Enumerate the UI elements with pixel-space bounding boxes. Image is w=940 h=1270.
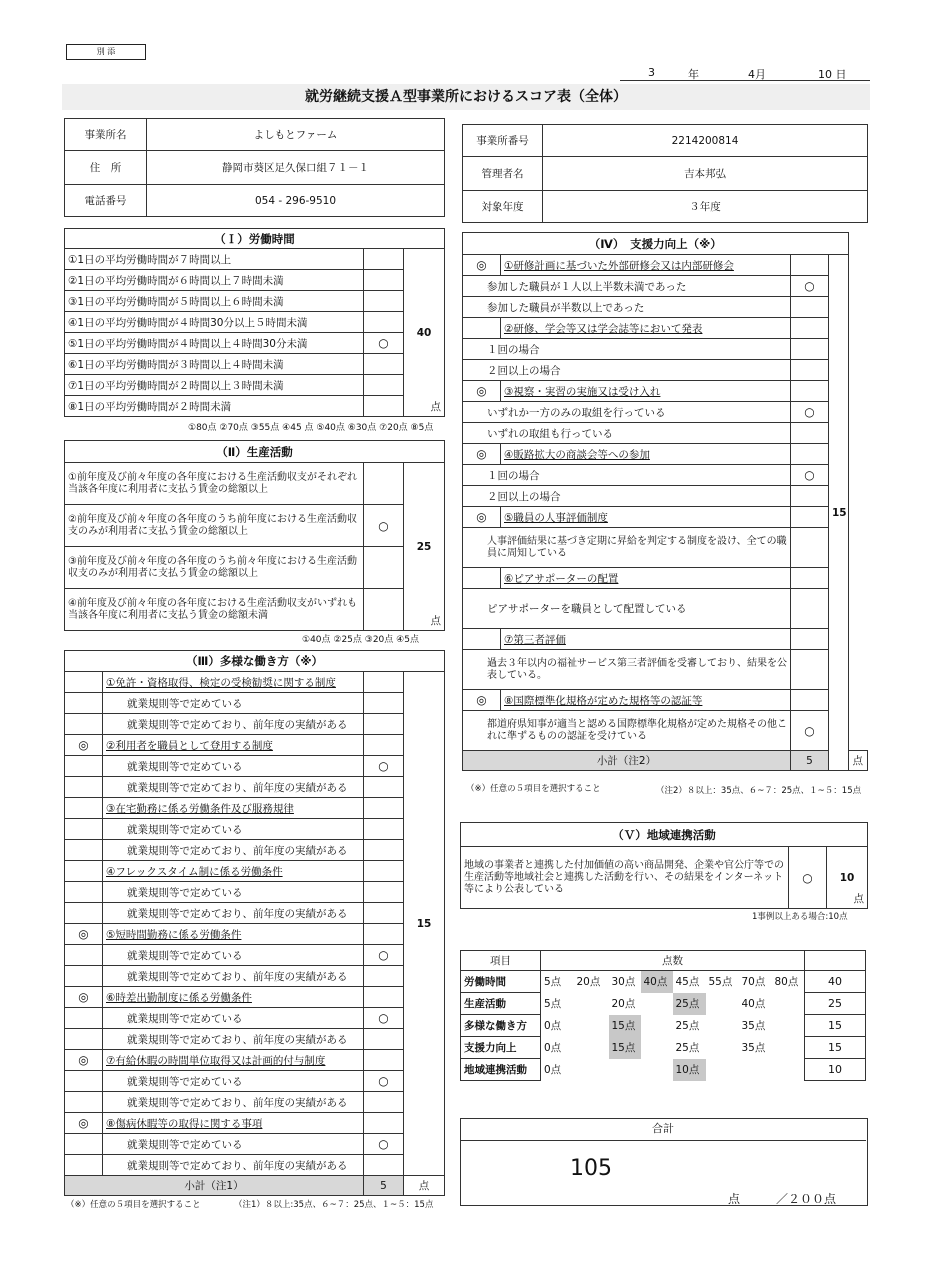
section3-check-6a[interactable]: ○ — [364, 1008, 404, 1029]
section3-item-2-opt-a: 就業規則等で定めている — [103, 756, 364, 777]
section3-subtotal: 5 — [364, 1176, 404, 1196]
summary-cell-2-1: 5点 — [544, 998, 562, 1010]
facility-number: 2214200814 — [543, 125, 868, 157]
summary-cell-4-1: 0点 — [544, 1042, 562, 1054]
section5-score-cell — [827, 847, 868, 909]
section3-item-4-opt-a: 就業規則等で定めている — [103, 882, 364, 903]
target-year-label: 対象年度 — [463, 191, 543, 223]
section4-item-2-opt-a: １回の場合 — [463, 339, 791, 360]
section3-item-2-opt-b: 就業規則等で定めており、前年度の実績がある — [103, 777, 364, 798]
section5-check[interactable]: ○ — [789, 847, 827, 909]
section4-item-2-label: ②研修、学会等又は学会誌等において発表 — [501, 318, 791, 339]
section3-item-7-opt-b: 就業規則等で定めており、前年度の実績がある — [103, 1092, 364, 1113]
section4-check-4b[interactable] — [791, 486, 829, 507]
summary-cell-1-1: 5点 — [544, 976, 562, 989]
section4-score: 15 — [829, 255, 849, 771]
summary-cell-2-6 — [706, 993, 739, 1015]
section4-item-3-opt-b: いずれの取組も行っている — [463, 423, 791, 444]
section3-item-2-label: ②利用者を職員として登用する制度 — [103, 735, 364, 756]
summary-cell-4-6 — [706, 1037, 739, 1059]
section3-check-4a[interactable] — [364, 882, 404, 903]
info-right-table — [462, 124, 868, 223]
section5-score: 10 — [839, 871, 855, 884]
section1-table — [64, 228, 445, 417]
date-month: 4月 — [748, 68, 766, 81]
section1-score-cell — [404, 249, 445, 417]
date-year-label: 年 — [688, 68, 699, 81]
section5-note: 1事例以上ある場合:10点 — [752, 912, 848, 922]
section3-item-6-label: ⑥時差出勤制度に係る労働条件 — [103, 987, 364, 1008]
section3-check-4b[interactable] — [364, 903, 404, 924]
section4-check-4a[interactable]: ○ — [791, 465, 829, 486]
section3-item-3-opt-a: 就業規則等で定めている — [103, 819, 364, 840]
summary-cell-2-8 — [772, 993, 805, 1015]
section4-select-1[interactable]: ◎ — [463, 255, 501, 276]
section1-unit: 点 — [430, 401, 441, 413]
target-year: ３年度 — [543, 191, 868, 223]
section3-score: 15 — [404, 672, 445, 1176]
section3-item-5-label: ⑤短時間勤務に係る労働条件 — [103, 924, 364, 945]
summary-label-1: 労働時間 — [461, 971, 541, 993]
section3-item-1-opt-b: 就業規則等で定めており、前年度の実績がある — [103, 714, 364, 735]
section4-item-8-opt-a: 都道府県知事が適当と認める国際標準化規格が定めた規格その他これに準ずるものの認証を受けている — [463, 711, 791, 751]
section3-check-7a[interactable]: ○ — [364, 1071, 404, 1092]
address-label: 住 所 — [65, 151, 147, 185]
section4-item-7-opt-a: 過去３年以内の福祉サービス第三者評価を受審しており、結果を公表している。 — [463, 650, 791, 690]
section2-score-cell — [404, 463, 445, 631]
section4-check-8a[interactable]: ○ — [791, 711, 829, 751]
section2-check-4[interactable] — [364, 589, 404, 631]
summary-row-4 — [461, 1037, 866, 1059]
section1-check-7[interactable] — [364, 375, 404, 396]
summary-cell-3-4 — [641, 1015, 673, 1037]
date-day: 10 日 — [818, 68, 847, 81]
total-max: ／２００点 — [776, 1192, 837, 1206]
phone-label: 電話番号 — [65, 185, 147, 217]
section4-item-1-label: ①研修計画に基づいた外部研修会又は内部研修会 — [501, 255, 791, 276]
section1-legend: ①80点 ②70点 ③55点 ④45 点 ⑤40点 ⑥30点 ⑦20点 ⑧5点 — [188, 423, 434, 433]
summary-cell-5-4 — [641, 1059, 673, 1081]
section1-item-1: ①1日の平均労働時間が７時間以上 — [65, 249, 364, 270]
summary-cell-4-8 — [772, 1037, 805, 1059]
section4-item-4-opt-b: ２回以上の場合 — [463, 486, 791, 507]
section1-item-7: ⑦1日の平均労働時間が２時間以上３時間未満 — [65, 375, 364, 396]
section4-check-1a[interactable]: ○ — [791, 276, 829, 297]
section3-item-6-opt-a: 就業規則等で定めている — [103, 1008, 364, 1029]
section3-check-3a[interactable] — [364, 819, 404, 840]
address: 静岡市葵区足久保口組７１－１ — [147, 151, 445, 185]
summary-row-1 — [461, 971, 866, 993]
summary-cell-2-3: 20点 — [611, 998, 636, 1010]
section4-item-1-opt-a: 参加した職員が１人以上半数未満であった — [463, 276, 791, 297]
summary-total-2: 25 — [805, 993, 866, 1015]
section2-item-2: ②前年度及び前々年度の各年度のうち前年度における生産活動収支のみが利用者に支払う賃金の総額以上 — [65, 505, 364, 547]
section4-item-2-opt-b: ２回以上の場合 — [463, 360, 791, 381]
section3-unit: 点 — [404, 1176, 445, 1196]
section3-check-8a[interactable]: ○ — [364, 1134, 404, 1155]
section3-select-7[interactable]: ◎ — [65, 1050, 103, 1071]
section3-item-8-label: ⑧傷病休暇等の取得に関する事項 — [103, 1113, 364, 1134]
total-unit: 点 — [728, 1192, 741, 1206]
section1-title: （Ｉ）労働時間 — [65, 229, 445, 249]
section5-table — [460, 822, 868, 909]
section4-select-2[interactable] — [463, 318, 501, 339]
summary-cell-2-4 — [641, 993, 673, 1015]
section4-check-3a[interactable]: ○ — [791, 402, 829, 423]
section3-check-5a[interactable]: ○ — [364, 945, 404, 966]
section3-select-1[interactable] — [65, 672, 103, 693]
summary-cell-3-2 — [574, 1015, 609, 1037]
section4-title: （Ⅳ） 支援力向上（※） — [463, 233, 849, 255]
summary-header-points: 点数 — [541, 951, 805, 971]
summary-cell-1-6: 55点 — [708, 976, 733, 989]
summary-cell-1-2: 20点 — [576, 976, 601, 989]
summary-label-5: 地域連携活動 — [461, 1059, 541, 1081]
facility-name-label: 事業所名 — [65, 119, 147, 151]
summary-cell-5-7 — [739, 1059, 772, 1081]
summary-row-3 — [461, 1015, 866, 1037]
section4-item-4-label: ④販路拡大の商談会等への参加 — [501, 444, 791, 465]
section3-select-3[interactable] — [65, 798, 103, 819]
summary-cell-5-5: 10点 — [673, 1059, 706, 1081]
section4-item-3-label: ③視察・実習の実施又は受け入れ — [501, 381, 791, 402]
section4-item-6-label: ⑥ピアサポーターの配置 — [501, 568, 791, 589]
section3-note-right: （注1）８以上:35点、６~７：25点、１~５：15点 — [234, 1200, 434, 1210]
section4-note-left: （※）任意の５項目を選択すること — [466, 784, 601, 794]
summary-cell-1-4: 40点 — [641, 971, 673, 993]
section1-check-4[interactable] — [364, 312, 404, 333]
section4-check-1b[interactable] — [791, 297, 829, 318]
phone: 054 - 296-9510 — [147, 185, 445, 217]
section1-check-6[interactable] — [364, 354, 404, 375]
section4-unit: 点 — [848, 751, 868, 771]
summary-total-1: 40 — [805, 971, 866, 993]
section3-select-8[interactable]: ◎ — [65, 1113, 103, 1134]
section3-item-5-opt-b: 就業規則等で定めており、前年度の実績がある — [103, 966, 364, 987]
total-value: 105 — [570, 1156, 612, 1181]
section1-item-6: ⑥1日の平均労働時間が３時間以上４時間未満 — [65, 354, 364, 375]
page-title: 就労継続支援Ａ型事業所におけるスコア表（全体） — [305, 89, 627, 105]
attachment-label: 別 添 — [66, 44, 146, 60]
section4-subtotal-label: 小計（注2） — [463, 751, 791, 771]
section3-item-4-label: ④フレックスタイム制に係る労働条件 — [103, 861, 364, 882]
summary-cell-1-7: 70点 — [741, 976, 766, 989]
summary-cell-3-1: 0点 — [544, 1020, 562, 1032]
section4-check-3b[interactable] — [791, 423, 829, 444]
section5-title: （Ｖ）地域連携活動 — [461, 823, 868, 847]
section3-table — [64, 650, 445, 1196]
section1-item-3: ③1日の平均労働時間が５時間以上６時間未満 — [65, 291, 364, 312]
section4-note-right: （注2）８以上：35点、６~７：25点、１~５：15点 — [656, 786, 862, 796]
summary-cell-1-8: 80点 — [774, 976, 799, 989]
section4-table — [462, 232, 868, 771]
summary-label-2: 生産活動 — [461, 993, 541, 1015]
summary-cell-5-1: 0点 — [544, 1064, 562, 1076]
summary-total-4: 15 — [805, 1037, 866, 1059]
section4-item-5-opt-a: 人事評価結果に基づき定期に昇給を判定する制度を設け、全ての職員に周知している — [463, 528, 791, 568]
section3-item-7-opt-a: 就業規則等で定めている — [103, 1071, 364, 1092]
summary-table — [460, 950, 866, 1081]
summary-cell-1-3: 30点 — [611, 976, 636, 989]
section3-select-2[interactable]: ◎ — [65, 735, 103, 756]
section2-legend: ①40点 ②25点 ③20点 ④5点 — [302, 635, 419, 645]
section3-note-left: （※）任意の５項目を選択すること — [66, 1200, 201, 1210]
section4-subtotal: 5 — [791, 751, 829, 771]
summary-total-5: 10 — [805, 1059, 866, 1081]
summary-cell-3-6 — [706, 1015, 739, 1037]
section3-subtotal-label: 小計（注1） — [65, 1176, 364, 1196]
section4-item-6-opt-a: ピアサポーターを職員として配置している — [463, 589, 791, 629]
summary-cell-3-5: 25点 — [675, 1020, 700, 1032]
manager-name: 吉本邦弘 — [543, 157, 868, 191]
section2-check-3[interactable] — [364, 547, 404, 589]
section4-item-3-opt-a: いずれか一方のみの取組を行っている — [463, 402, 791, 423]
section4-item-5-label: ⑤職員の人事評価制度 — [501, 507, 791, 528]
section1-item-4: ④1日の平均労働時間が４時間30分以上５時間未満 — [65, 312, 364, 333]
summary-header-item: 項目 — [461, 951, 541, 971]
section1-check-8[interactable] — [364, 396, 404, 417]
section4-item-7-label: ⑦第三者評価 — [501, 629, 791, 650]
section2-check-2[interactable]: ○ — [364, 505, 404, 547]
summary-cell-4-2 — [574, 1037, 609, 1059]
section2-item-3: ③前年度及び前々年度の各年度のうち前々年度における生産活動収支のみが利用者に支払う賃金の総額以上 — [65, 547, 364, 589]
summary-total-3: 15 — [805, 1015, 866, 1037]
section3-check-2b[interactable] — [364, 777, 404, 798]
section3-item-3-opt-b: 就業規則等で定めており、前年度の実績がある — [103, 840, 364, 861]
section4-select-3[interactable]: ◎ — [463, 381, 501, 402]
section1-item-5: ⑤1日の平均労働時間が４時間以上４時間30分未満 — [65, 333, 364, 354]
section2-title: （Ⅱ）生産活動 — [65, 441, 445, 463]
summary-row-5 — [461, 1059, 866, 1081]
section2-item-4: ④前年度及び前々年度の各年度における生産活動収支がいずれも当該各年度に利用者に支払う賃金の総額未満 — [65, 589, 364, 631]
section4-select-7[interactable] — [463, 629, 501, 650]
section3-item-7-label: ⑦有給休暇の時間単位取得又は計画的付与制度 — [103, 1050, 364, 1071]
section3-check-6b[interactable] — [364, 1029, 404, 1050]
section3-check-5b[interactable] — [364, 966, 404, 987]
summary-cell-5-6 — [706, 1059, 739, 1081]
summary-cell-2-2 — [574, 993, 609, 1015]
summary-label-4: 支援力向上 — [461, 1037, 541, 1059]
section3-check-8b[interactable] — [364, 1155, 404, 1176]
section3-select-6[interactable]: ◎ — [65, 987, 103, 1008]
facility-name: よしもとファーム — [147, 119, 445, 151]
section4-item-4-opt-a: １回の場合 — [463, 465, 791, 486]
section4-item-8-label: ⑧国際標準化規格が定めた規格等の認証等 — [501, 690, 791, 711]
section1-item-8: ⑧1日の平均労働時間が２時間未満 — [65, 396, 364, 417]
section3-item-8-opt-a: 就業規則等で定めている — [103, 1134, 364, 1155]
section1-score: 40 — [416, 326, 432, 339]
date-year: 3 — [648, 66, 655, 79]
section2-check-1[interactable] — [364, 463, 404, 505]
section3-item-3-label: ③在宅勤務に係る労働条件及び服務規律 — [103, 798, 364, 819]
summary-cell-3-3: 15点 — [609, 1015, 641, 1037]
section3-check-2a[interactable]: ○ — [364, 756, 404, 777]
section1-item-2: ②1日の平均労働時間が６時間以上７時間未満 — [65, 270, 364, 291]
section3-select-4[interactable] — [65, 861, 103, 882]
summary-cell-5-3 — [609, 1059, 641, 1081]
manager-label: 管理者名 — [463, 157, 543, 191]
summary-cell-5-2 — [574, 1059, 609, 1081]
summary-cell-4-5: 25点 — [675, 1042, 700, 1054]
summary-cell-1-5: 45点 — [675, 976, 700, 989]
section3-check-7b[interactable] — [364, 1092, 404, 1113]
summary-cell-2-5: 25点 — [673, 993, 706, 1015]
section2-item-1: ①前年度及び前々年度の各年度における生産活動収支がそれぞれ当該各年度に利用者に支払う賃金の総額以上 — [65, 463, 364, 505]
section1-check-5[interactable]: ○ — [364, 333, 404, 354]
section2-table — [64, 440, 445, 631]
summary-cell-4-4 — [641, 1037, 673, 1059]
section3-item-1-opt-a: 就業規則等で定めている — [103, 693, 364, 714]
summary-cell-4-3: 15点 — [609, 1037, 641, 1059]
summary-cell-3-7: 35点 — [741, 1020, 766, 1032]
section4-check-5a[interactable] — [791, 528, 829, 568]
facility-number-label: 事業所番号 — [463, 125, 543, 157]
summary-label-3: 多様な働き方 — [461, 1015, 541, 1037]
section3-title: （Ⅲ）多様な働き方（※） — [65, 651, 445, 672]
summary-cell-4-7: 35点 — [741, 1042, 766, 1054]
section5-unit: 点 — [853, 893, 864, 905]
summary-cell-2-7: 40点 — [741, 998, 766, 1010]
date-underline — [620, 80, 870, 81]
section4-select-6[interactable] — [463, 568, 501, 589]
section4-check-6a[interactable] — [791, 589, 829, 629]
section4-check-2b[interactable] — [791, 360, 829, 381]
section3-check-3b[interactable] — [364, 840, 404, 861]
section2-unit: 点 — [430, 615, 441, 627]
section4-select-5[interactable]: ◎ — [463, 507, 501, 528]
section3-item-8-opt-b: 就業規則等で定めており、前年度の実績がある — [103, 1155, 364, 1176]
section4-item-1-opt-b: 参加した職員が半数以上であった — [463, 297, 791, 318]
section4-check-7a[interactable] — [791, 650, 829, 690]
info-left-table — [64, 118, 445, 217]
section1-check-2[interactable] — [364, 270, 404, 291]
section1-check-3[interactable] — [364, 291, 404, 312]
section4-select-4[interactable]: ◎ — [463, 444, 501, 465]
section3-check-1a[interactable] — [364, 693, 404, 714]
section3-item-4-opt-b: 就業規則等で定めており、前年度の実績がある — [103, 903, 364, 924]
section5-text: 地域の事業者と連携した付加価値の高い商品開発、企業や官公庁等での生産活動等地域社会と連携した活動を行い、その結果をインターネット等により公表している — [461, 847, 789, 909]
summary-row-2 — [461, 993, 866, 1015]
section3-check-1b[interactable] — [364, 714, 404, 735]
section2-score: 25 — [416, 540, 432, 553]
section3-item-1-label: ①免許・資格取得、検定の受検勧奨に関する制度 — [103, 672, 364, 693]
section1-check-1[interactable] — [364, 249, 404, 270]
section4-select-8[interactable]: ◎ — [463, 690, 501, 711]
summary-cell-3-8 — [772, 1015, 805, 1037]
total-label: 合計 — [460, 1118, 866, 1141]
summary-cell-5-8 — [772, 1059, 805, 1081]
section3-item-5-opt-a: 就業規則等で定めている — [103, 945, 364, 966]
section4-check-2a[interactable] — [791, 339, 829, 360]
section3-select-5[interactable]: ◎ — [65, 924, 103, 945]
section3-item-6-opt-b: 就業規則等で定めており、前年度の実績がある — [103, 1029, 364, 1050]
